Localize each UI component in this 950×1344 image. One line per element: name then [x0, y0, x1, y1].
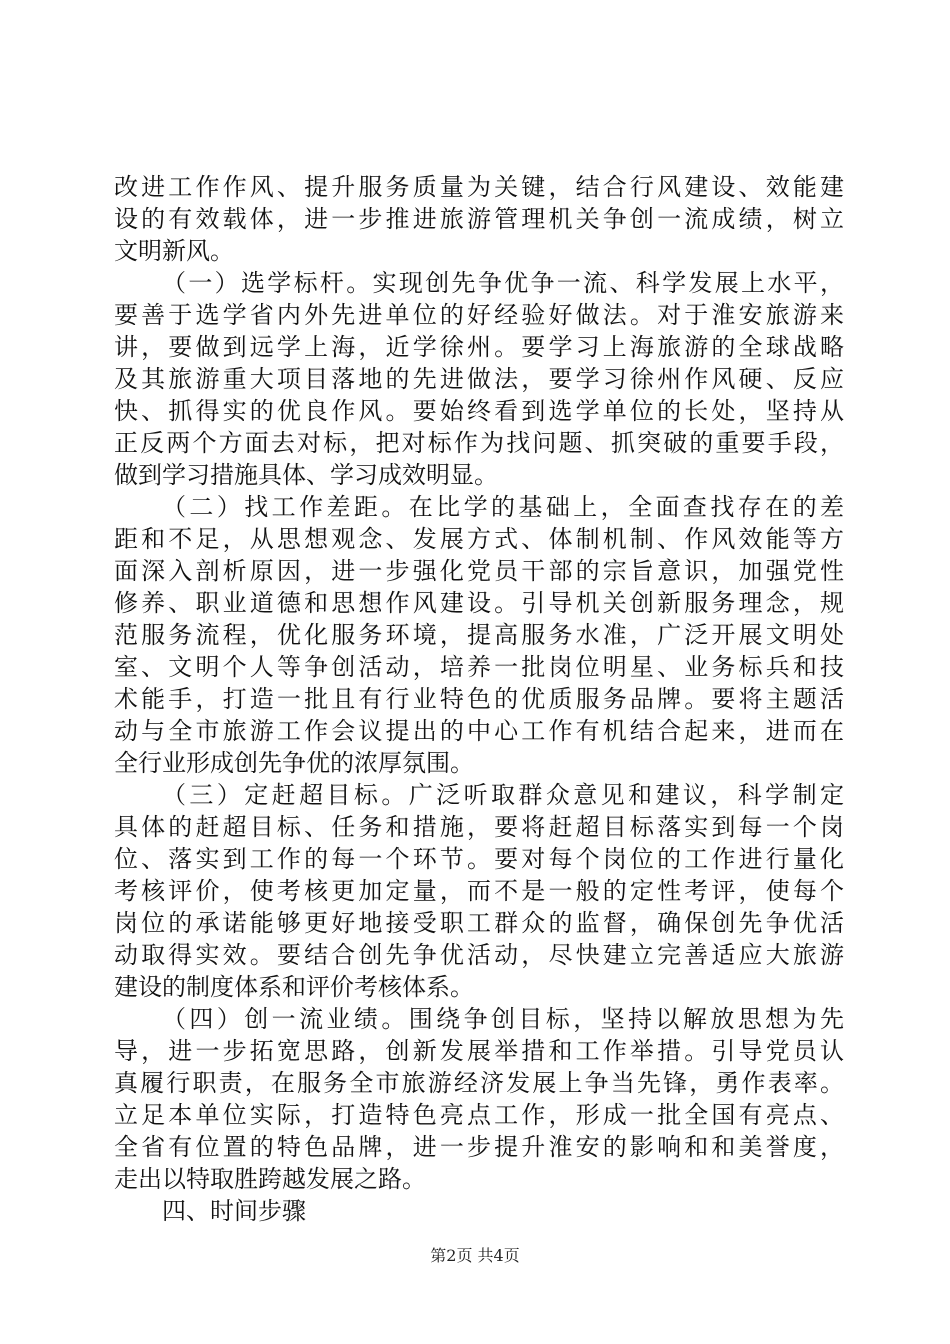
section-heading: 四、时间步骤 [162, 1197, 306, 1225]
text-line: 全省有位置的特色品牌，进一步提升淮安的影响和和美誉度， [114, 1133, 844, 1161]
text-line: 面深入剖析原因，进一步强化党员干部的宗旨意识，加强党性 [114, 557, 844, 585]
text-line: 室、文明个人等争创活动，培养一批岗位明星、业务标兵和技 [114, 653, 844, 681]
text-line: 位、落实到工作的每一个环节。要对每个岗位的工作进行量化 [114, 845, 844, 873]
text-line: 修养、职业道德和思想作风建设。引导机关创新服务理念，规 [114, 589, 844, 617]
text-line: 讲，要做到远学上海，近学徐州。要学习上海旅游的全球战略 [114, 333, 844, 361]
text-line: 立足本单位实际，打造特色亮点工作，形成一批全国有亮点、 [114, 1101, 844, 1129]
text-line: 距和不足，从思想观念、发展方式、体制机制、作风效能等方 [114, 525, 844, 553]
text-line: 设的有效载体，进一步推进旅游管理机关争创一流成绩，树立 [114, 205, 844, 233]
text-line: 范服务流程，优化服务环境，提高服务水准，广泛开展文明处 [114, 621, 844, 649]
text-line: 要善于选学省内外先进单位的好经验好做法。对于淮安旅游来 [114, 301, 844, 329]
text-line: 改进工作作风、提升服务质量为关键，结合行风建设、效能建 [114, 173, 844, 201]
text-line: 做到学习措施具体、学习成效明显。 [114, 461, 498, 489]
page-number-footer: 第2页 共4页 [430, 1246, 520, 1265]
text-line: 及其旅游重大项目落地的先进做法，要学习徐州作风硬、反应 [114, 365, 844, 393]
paragraph-heading-line: （四）创一流业绩。围绕争创目标，坚持以解放思想为先 [162, 1005, 844, 1033]
text-line: 快、抓得实的优良作风。要始终看到选学单位的长处，坚持从 [114, 397, 844, 425]
text-line: 导，进一步拓宽思路，创新发展举措和工作举措。引导党员认 [114, 1037, 844, 1065]
text-line: 动与全市旅游工作会议提出的中心工作有机结合起来，进而在 [114, 717, 844, 745]
paragraph-heading-line: （一）选学标杆。实现创先争优争一流、科学发展上水平， [162, 269, 844, 297]
text-line: 动取得实效。要结合创先争优活动，尽快建立完善适应大旅游 [114, 941, 844, 969]
text-line: 文明新风。 [114, 237, 234, 265]
text-line: 真履行职责，在服务全市旅游经济发展上争当先锋，勇作表率。 [114, 1069, 844, 1097]
text-line: 术能手，打造一批且有行业特色的优质服务品牌。要将主题活 [114, 685, 844, 713]
document-body [114, 171, 844, 1227]
text-line: 走出以特取胜跨越发展之路。 [114, 1165, 426, 1193]
text-line: 考核评价，使考核更加定量，而不是一般的定性考评，使每个 [114, 877, 844, 905]
text-line: 具体的赶超目标、任务和措施，要将赶超目标落实到每一个岗 [114, 813, 844, 841]
paragraph-heading-line: （三）定赶超目标。广泛听取群众意见和建议，科学制定 [162, 781, 844, 809]
text-line: 全行业形成创先争优的浓厚氛围。 [114, 749, 474, 777]
text-line: 建设的制度体系和评价考核体系。 [114, 973, 474, 1001]
text-line: 岗位的承诺能够更好地接受职工群众的监督，确保创先争优活 [114, 909, 844, 937]
text-line: 正反两个方面去对标，把对标作为找问题、抓突破的重要手段， [114, 429, 844, 457]
paragraph-heading-line: （二）找工作差距。在比学的基础上，全面查找存在的差 [162, 493, 844, 521]
